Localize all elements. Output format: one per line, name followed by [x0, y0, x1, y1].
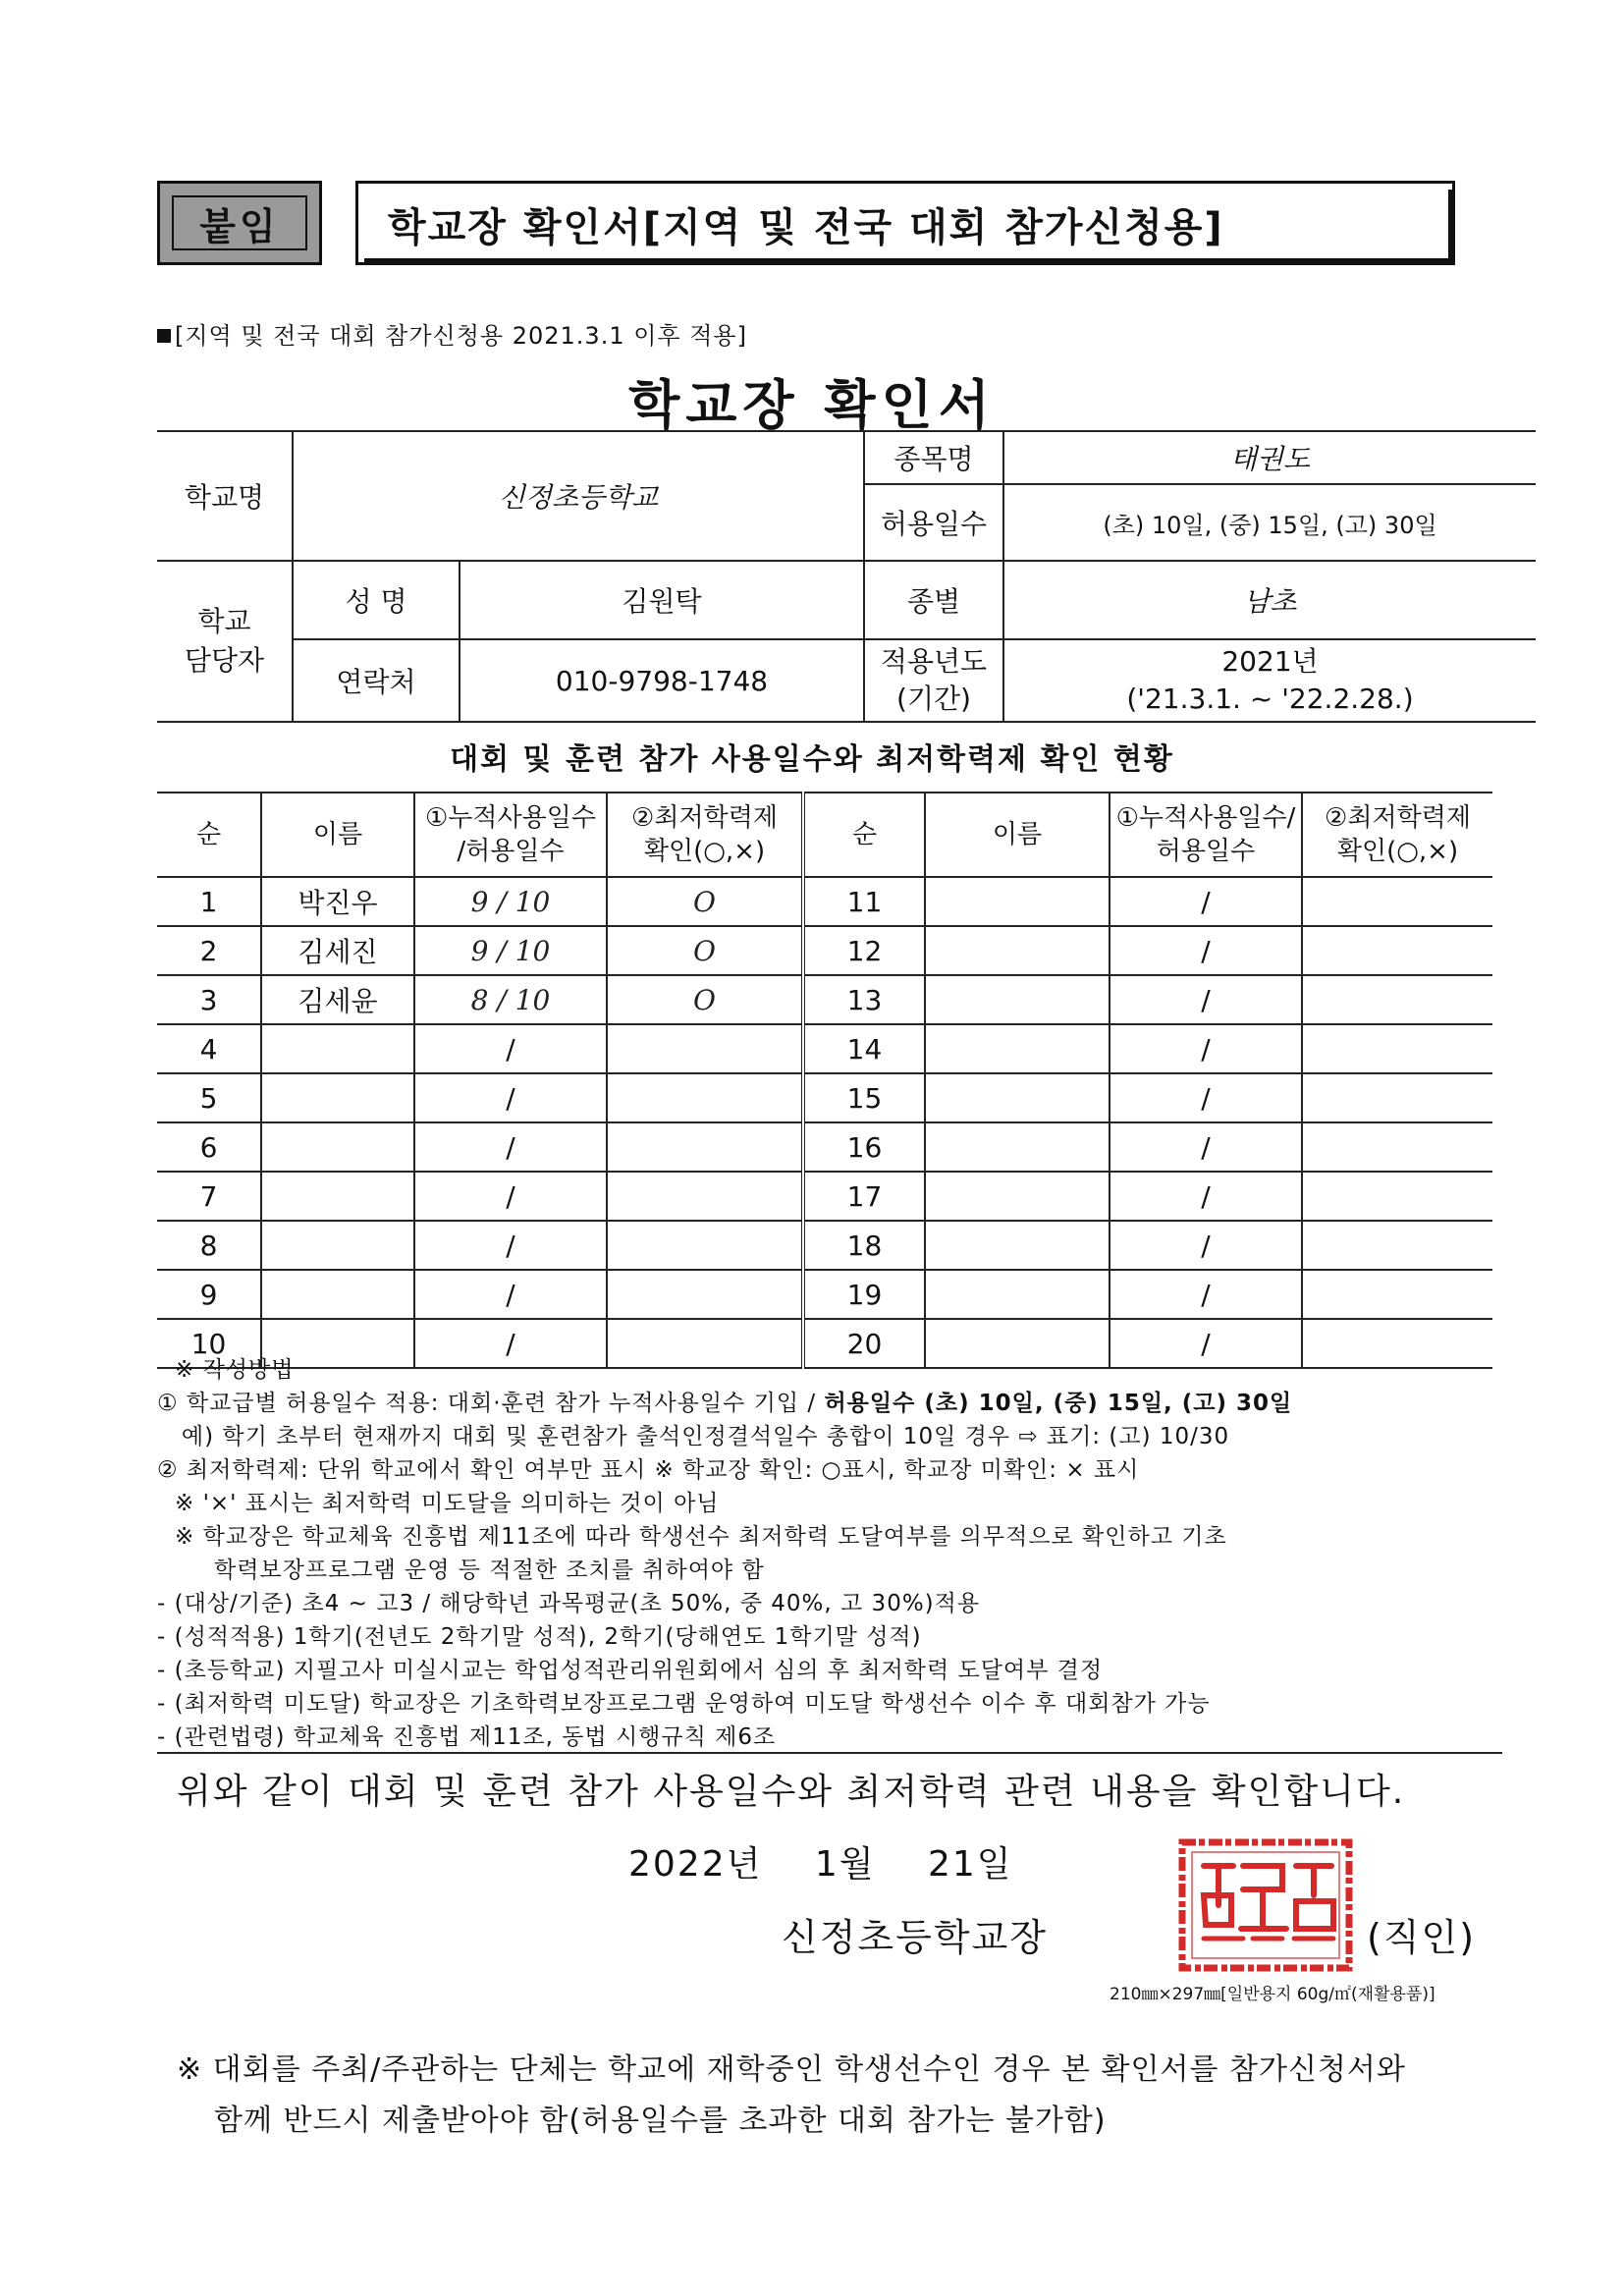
days-used: /	[1110, 1270, 1302, 1319]
student-name	[925, 1221, 1110, 1270]
days-used: /	[414, 1122, 607, 1172]
roster-row	[157, 1073, 1492, 1122]
instruction-1-bold: 허용일수 (초) 10일, (중) 15일, (고) 30일	[824, 1391, 1293, 1416]
days-used: /	[1110, 1221, 1302, 1270]
roster-header-row	[157, 793, 1492, 877]
school-name-label: 학교명	[157, 431, 293, 561]
row-number: 17	[803, 1172, 925, 1221]
roster-row	[157, 1172, 1492, 1221]
days-used: /	[1110, 1024, 1302, 1073]
square-bullet-icon	[157, 329, 171, 343]
student-name	[925, 1024, 1110, 1073]
instruction-4-cont: 학력보장프로그램 운영 등 적절한 조치를 취하여야 함	[214, 1558, 765, 1583]
header-title-box	[355, 181, 1455, 265]
min-academic-check	[607, 1122, 803, 1172]
days-used: 9 / 10	[414, 926, 607, 975]
contact-value: 010-9798-1748	[460, 639, 864, 722]
min-academic-check	[607, 1024, 803, 1073]
min-academic-check: O	[607, 975, 803, 1024]
student-name	[261, 1122, 414, 1172]
applicability-note-text: [지역 및 전국 대회 참가신청용 2021.3.1 이후 적용]	[175, 322, 747, 350]
school-info-table	[157, 430, 1536, 723]
event-label: 종목명	[864, 431, 1003, 484]
min-academic-check	[1302, 926, 1492, 975]
col-no-header: 순	[157, 793, 261, 877]
days-used: /	[414, 1073, 607, 1122]
student-name	[261, 1172, 414, 1221]
row-number: 4	[157, 1024, 261, 1073]
roster-row	[157, 926, 1492, 975]
period-value: ('21.3.1. ~ '22.2.28.)	[1126, 683, 1414, 715]
days-used: /	[414, 1221, 607, 1270]
manager-label: 학교 담당자	[157, 561, 293, 722]
student-name	[261, 1221, 414, 1270]
year-cell	[1003, 639, 1536, 722]
roster-row	[157, 1122, 1492, 1172]
instruction-1-text: ① 학교급별 허용일수 적용: 대회·훈련 참가 누적사용일수 기입 /	[157, 1391, 825, 1416]
col-min-header-right: ②최저학력제 확인(○,×)	[1302, 793, 1492, 877]
instruction-6: - (성적적용) 1학기(전년도 2학기말 성적), 2학기(당해연도 1학기말 성적)	[157, 1624, 922, 1650]
header-title: 학교장 확인서[지역 및 전국 대회 참가신청용]	[364, 190, 1452, 262]
row-number: 13	[803, 975, 925, 1024]
min-academic-check	[1302, 1221, 1492, 1270]
col-days-header-right: ①누적사용일수/ 허용일수	[1110, 793, 1302, 877]
student-name	[925, 1073, 1110, 1122]
divider	[157, 1752, 1502, 1754]
instruction-8: - (최저학력 미도달) 학교장은 기초학력보장프로그램 운영하여 미도달 학생선수 이수 후 대회참가 가능	[157, 1691, 1211, 1717]
instruction-7: - (초등학교) 지필고사 미실시교는 학업성적관리위원회에서 심의 후 최저학력 도달여부 결정	[157, 1658, 1104, 1683]
min-academic-check: O	[607, 877, 803, 926]
instruction-4: ※ 학교장은 학교체육 진흥법 제11조에 따라 학생선수 최저학력 도달여부를 의무적으로 확인하고 기초	[175, 1524, 1227, 1550]
student-name	[261, 1024, 414, 1073]
row-number: 20	[803, 1319, 925, 1368]
issue-month: 1월	[814, 1844, 876, 1885]
min-academic-check	[607, 1073, 803, 1122]
instruction-9: - (관련법령) 학교체육 진흥법 제11조, 동법 시행규칙 제6조	[157, 1724, 777, 1750]
min-academic-check	[1302, 975, 1492, 1024]
min-academic-check	[607, 1172, 803, 1221]
manager-name-value: 김원탁	[460, 561, 864, 639]
student-name	[925, 975, 1110, 1024]
min-academic-check: O	[607, 926, 803, 975]
row-number: 2	[157, 926, 261, 975]
min-academic-check	[607, 1221, 803, 1270]
student-name	[925, 1122, 1110, 1172]
student-name: 박진우	[261, 877, 414, 926]
footnote-line-2: 함께 반드시 제출받아야 함(허용일수를 초과한 대회 참가는 불가함)	[214, 2104, 1107, 2138]
footnote-line-1: ※ 대회를 주최/주관하는 단체는 학교에 재학중인 학생선수인 경우 본 확인서를 참가신청서와	[177, 2052, 1406, 2087]
row-number: 5	[157, 1073, 261, 1122]
min-academic-check	[1302, 877, 1492, 926]
category-label: 종별	[864, 561, 1003, 639]
col-name-header: 이름	[261, 793, 414, 877]
days-used: /	[414, 1319, 607, 1368]
roster-row	[157, 975, 1492, 1024]
issue-day: 21일	[928, 1844, 1013, 1885]
days-used: /	[1110, 1073, 1302, 1122]
row-number: 3	[157, 975, 261, 1024]
min-academic-check	[1302, 1270, 1492, 1319]
attachment-badge-label: 붙임	[172, 195, 307, 250]
confirmation-statement: 위와 같이 대회 및 훈련 참가 사용일수와 최저학력 관련 내용을 확인합니다.	[177, 1772, 1406, 1812]
attachment-badge	[157, 181, 322, 265]
student-name	[925, 926, 1110, 975]
instruction-1-example: 예) 학기 초부터 현재까지 대회 및 훈련참가 출석인정결석일수 총합이 10일 경우 ⇨ 표기: (고) 10/30	[157, 1424, 1230, 1449]
days-used: /	[1110, 926, 1302, 975]
manager-name-label: 성 명	[293, 561, 460, 639]
row-number: 14	[803, 1024, 925, 1073]
col-name-header-right: 이름	[925, 793, 1110, 877]
document-title: 학교장 확인서	[628, 374, 996, 436]
instruction-1	[157, 1387, 1532, 1420]
instructions	[157, 1353, 1532, 1754]
days-used: /	[1110, 1172, 1302, 1221]
row-number: 9	[157, 1270, 261, 1319]
days-used: /	[414, 1270, 607, 1319]
col-days-header: ①누적사용일수 /허용일수	[414, 793, 607, 877]
school-name-value: 신정초등학교	[293, 431, 864, 561]
row-number: 6	[157, 1122, 261, 1172]
days-used: 9 / 10	[414, 877, 607, 926]
row-number: 11	[803, 877, 925, 926]
row-number: 10	[157, 1319, 261, 1368]
instructions-heading: ※ 작성방법	[175, 1357, 295, 1383]
row-number: 7	[157, 1172, 261, 1221]
roster-row	[157, 1270, 1492, 1319]
student-name: 김세진	[261, 926, 414, 975]
row-number: 15	[803, 1073, 925, 1122]
col-no-header-right: 순	[803, 793, 925, 877]
row-number: 1	[157, 877, 261, 926]
min-academic-check	[1302, 1024, 1492, 1073]
instruction-3: ※ '×' 표시는 최저학력 미도달을 의미하는 것이 아님	[175, 1491, 720, 1516]
footnote	[177, 2045, 1406, 2147]
days-used: /	[1110, 1319, 1302, 1368]
seal-label: (직인)	[1367, 1916, 1477, 1959]
paper-spec: 210㎜×297㎜[일반용지 60g/㎡(재활용품)]	[1110, 1985, 1435, 2004]
issue-year: 2022년	[628, 1844, 763, 1885]
contact-label: 연락처	[293, 639, 460, 722]
roster-table	[157, 792, 1492, 1369]
days-used: /	[1110, 877, 1302, 926]
student-name	[925, 1172, 1110, 1221]
allowed-days-value: (초) 10일, (중) 15일, (고) 30일	[1003, 484, 1536, 561]
roster-row	[157, 1221, 1492, 1270]
roster-row	[157, 877, 1492, 926]
col-min-header: ②최저학력제 확인(○,×)	[607, 793, 803, 877]
instruction-5: - (대상/기준) 초4 ~ 고3 / 해당학년 과목평균(초 50%, 중 40%, 고 30%)적용	[157, 1591, 981, 1616]
student-name	[925, 1270, 1110, 1319]
min-academic-check	[1302, 1073, 1492, 1122]
allowed-days-label: 허용일수	[864, 484, 1003, 561]
days-used: /	[414, 1024, 607, 1073]
days-used: /	[1110, 1122, 1302, 1172]
applicability-note	[157, 316, 747, 351]
min-academic-check	[1302, 1172, 1492, 1221]
event-value: 태권도	[1003, 431, 1536, 484]
student-name	[261, 1270, 414, 1319]
instruction-2: ② 최저학력제: 단위 학교에서 확인 여부만 표시 ※ 학교장 확인: ○표시, 학교장 미확인: × 표시	[157, 1457, 1140, 1483]
days-used: 8 / 10	[414, 975, 607, 1024]
official-seal-stamp	[1174, 1836, 1361, 1974]
min-academic-check	[1302, 1122, 1492, 1172]
row-number: 16	[803, 1122, 925, 1172]
days-used: /	[1110, 975, 1302, 1024]
row-number: 8	[157, 1221, 261, 1270]
category-value: 남초	[1003, 561, 1536, 639]
section-title: 대회 및 훈련 참가 사용일수와 최저학력제 확인 현황	[450, 742, 1174, 777]
days-used: /	[414, 1172, 607, 1221]
student-name	[925, 877, 1110, 926]
year-label: 적용년도 (기간)	[864, 639, 1003, 722]
issue-date	[628, 1836, 1013, 1886]
principal-title: 신정초등학교장	[782, 1916, 1048, 1959]
roster-row	[157, 1024, 1492, 1073]
year-value: 2021년	[1221, 645, 1319, 678]
min-academic-check	[607, 1270, 803, 1319]
row-number: 18	[803, 1221, 925, 1270]
student-name: 김세윤	[261, 975, 414, 1024]
row-number: 19	[803, 1270, 925, 1319]
student-name	[261, 1073, 414, 1122]
row-number: 12	[803, 926, 925, 975]
